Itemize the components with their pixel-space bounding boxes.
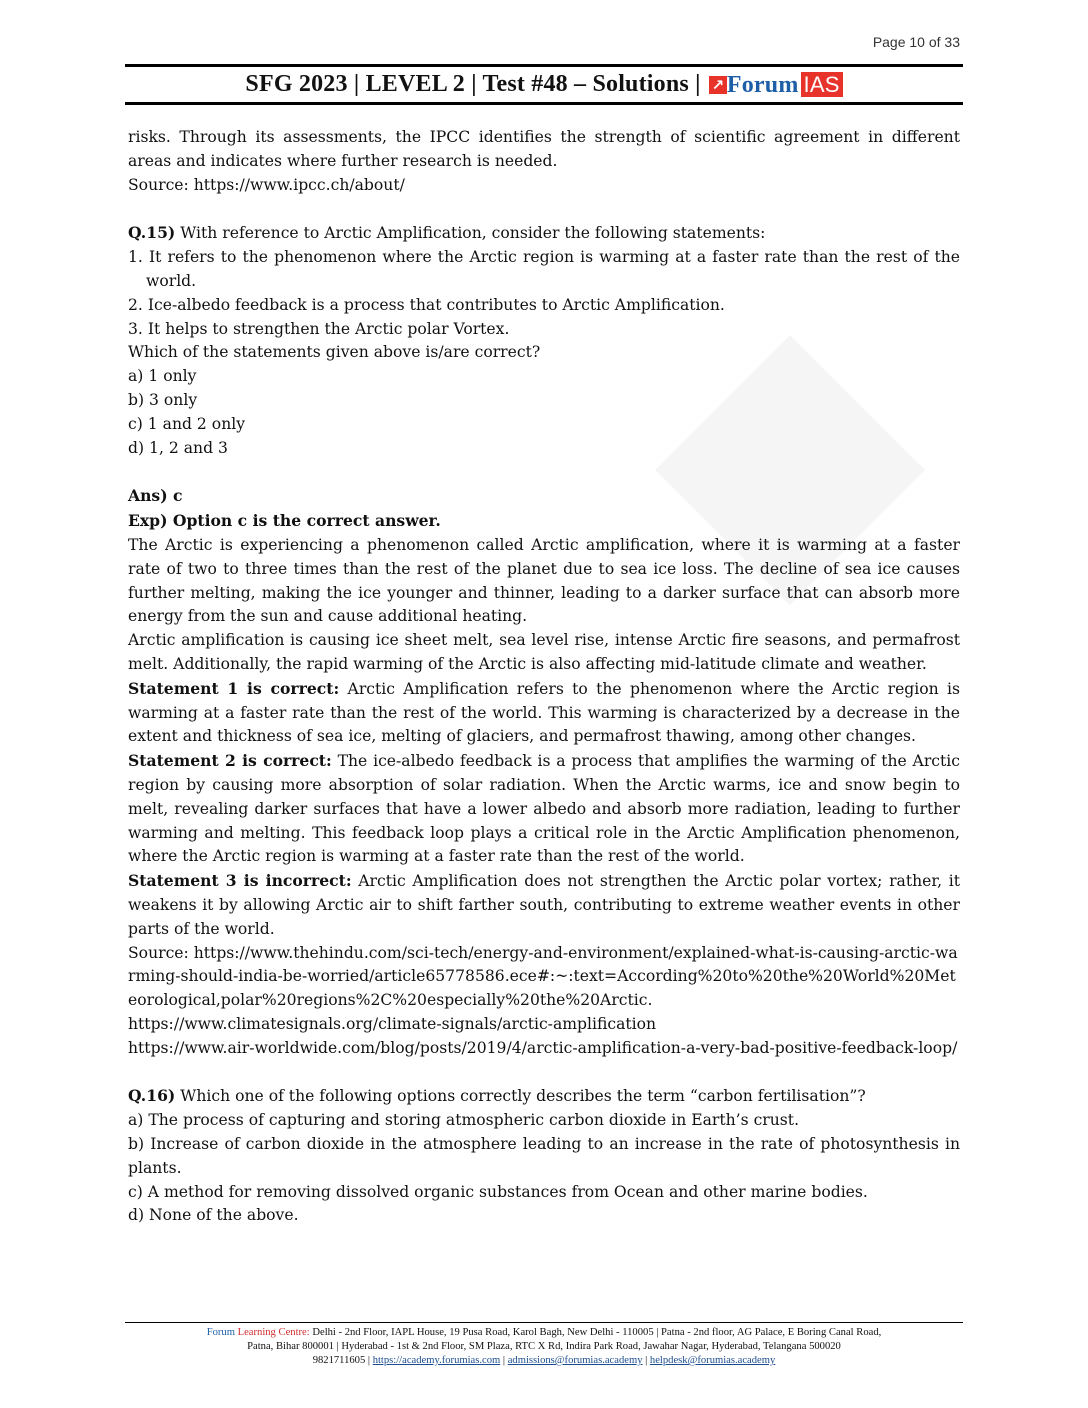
- header-rule-bottom: [125, 102, 963, 105]
- statement-label: Statement 2 is correct:: [128, 751, 332, 771]
- q15-label: Q.15): [128, 223, 176, 243]
- footer-learning-centre: Learning Centre:: [234, 1327, 310, 1338]
- title-text: SFG 2023 | LEVEL 2 | Test #48 – Solutions |: [245, 71, 701, 97]
- footer-address-line-2: Patna, Bihar 800001 | Hyderabad - 1st & 2nd Floor, SM Plaza, RTC X Rd, Indira Park Road, Jawahar Nagar, Hyderabad, Telangana 500020: [247, 1341, 841, 1352]
- q15-statement: 2. Ice-albedo feedback is a process that contributes to Arctic Amplification.: [128, 295, 725, 314]
- page-title: [125, 71, 963, 99]
- q15-option: c) 1 and 2 only: [128, 414, 246, 433]
- q15-statement: 3. It helps to strengthen the Arctic polar Vortex.: [128, 319, 510, 338]
- q15-exp-heading: [128, 509, 960, 534]
- document-body: [128, 126, 960, 1228]
- source-link[interactable]: https://www.climatesignals.org/climate-signals/arctic-amplification: [128, 1014, 657, 1033]
- footer: [125, 1326, 963, 1368]
- statement-3-explanation: [128, 869, 960, 941]
- statement-text: Arctic Amplification refers to the phenomenon where the Arctic region is warming at a faster rate than the rest of the world. This warming is characterized by a decrease in the extent and thickness of sea ice, melting of glaciers, and permafrost thawing, among other changes.: [128, 679, 961, 746]
- q15-option: b) 3 only: [128, 390, 198, 409]
- intro-text: risks. Through its assessments, the IPCC identifies the strength of scientific agreement in different areas and indicates where further research is needed.: [128, 128, 960, 170]
- statement-text: The ice-albedo feedback is a process that amplifies the warming of the Arctic region by causing more absorption of solar radiation. When the Arctic warms, ice and snow begin to melt, revealing darker surfaces that have a lower albedo and absorb more radiation, leading to further warming and melting. This feedback loop plays a critical role in the Arctic Amplification phenomenon, where the Arctic region is warming at a faster rate than the rest of the world.: [128, 752, 960, 866]
- q15-answer: [128, 484, 960, 509]
- statement-2-explanation: [128, 749, 960, 869]
- footer-forum: Forum: [206, 1327, 235, 1338]
- footer-website-link[interactable]: https://academy.forumias.com: [372, 1355, 501, 1366]
- q16-option: c) A method for removing dissolved organic substances from Ocean and other marine bodies.: [128, 1182, 868, 1201]
- footer-phone: 9821711605: [312, 1355, 366, 1366]
- arrow-up-right-icon: ↗: [709, 76, 727, 94]
- q15-option: d) 1, 2 and 3: [128, 438, 228, 457]
- header-rule-top: [125, 64, 963, 67]
- q16-label: Q.16): [128, 1086, 176, 1106]
- intro-source: Source: https://www.ipcc.ch/about/: [128, 175, 405, 194]
- q15-paragraph: The Arctic is experiencing a phenomenon called Arctic amplification, where it is warming at a faster rate of two to three times than the rest of the planet due to sea ice loss. The decline of sea ice causes further melting, making the ice younger and thinner, leading to a darker surface that can absorb more energy from the sun and cause additional heating.: [128, 535, 960, 626]
- q16-option: d) None of the above.: [128, 1206, 299, 1225]
- footer-rule: [125, 1322, 963, 1323]
- footer-address-line-1: [125, 1326, 963, 1340]
- q15-option: a) 1 only: [128, 367, 197, 386]
- q16-option: a) The process of capturing and storing atmospheric carbon dioxide in Earth’s crust.: [128, 1111, 800, 1130]
- footer-admissions-email[interactable]: admissions@forumias.academy: [507, 1355, 643, 1366]
- q15-question: [128, 221, 960, 246]
- q15-prompt: Which of the statements given above is/are correct?: [128, 343, 541, 362]
- statement-text: Arctic Amplification does not strengthen the Arctic polar vortex; rather, it weakens it by allowing Arctic air to shift farther south, contributing to extreme weather events in other parts of the world.: [128, 872, 960, 938]
- statement-1-explanation: [128, 677, 960, 749]
- q16-text: Which one of the following options correctly describes the term “carbon fertilisation”?: [175, 1087, 866, 1106]
- page-number: Page 10 of 33: [872, 34, 960, 50]
- answer-text: Ans) c: [128, 486, 183, 506]
- statement-label: Statement 1 is correct:: [128, 678, 340, 698]
- footer-line1: Delhi - 2nd Floor, IAPL House, 19 Pusa Road, Karol Bagh, New Delhi - 110005 | Patna - 2nd floor, AG Palace, E Boring Canal Road,: [309, 1327, 882, 1338]
- footer-contact-line: 9821711605 | https://academy.forumias.com | admissions@forumias.academy | helpdesk@forumias.academy: [312, 1355, 776, 1366]
- footer-helpdesk-email[interactable]: helpdesk@forumias.academy: [649, 1355, 776, 1366]
- source-link[interactable]: Source: https://www.thehindu.com/sci-tech/energy-and-environment/explained-what-is-causing-arctic-warming-should-india-be-worried/article65778586.ece#:~:text=According%20to%20the%20World%20Meteorological,polar%20regions%2C%20especially%20the%20Arctic.: [128, 943, 958, 1010]
- q15-text: With reference to Arctic Amplification, consider the following statements:: [175, 224, 766, 243]
- q15-paragraph: Arctic amplification is causing ice sheet melt, sea level rise, intense Arctic fire seasons, and permafrost melt. Additionally, the rapid warming of the Arctic is also affecting mid-latitude climate and weather.: [128, 631, 960, 673]
- q16-option: b) Increase of carbon dioxide in the atmosphere leading to an increase in the rate of photosynthesis in plants.: [128, 1135, 960, 1177]
- logo-ias: IAS: [801, 72, 843, 97]
- forumias-logo: [709, 72, 843, 99]
- logo-forum: Forum: [726, 71, 799, 98]
- q15-statement: 1. It refers to the phenomenon where the Arctic region is warming at a faster rate than the rest of the world.: [128, 248, 960, 290]
- source-link[interactable]: https://www.air-worldwide.com/blog/posts/2019/4/arctic-amplification-a-very-bad-positive-feedback-loop/: [128, 1038, 958, 1057]
- exp-heading-text: Exp) Option c is the correct answer.: [128, 511, 441, 531]
- q16-question: [128, 1084, 960, 1109]
- statement-label: Statement 3 is incorrect:: [128, 871, 352, 891]
